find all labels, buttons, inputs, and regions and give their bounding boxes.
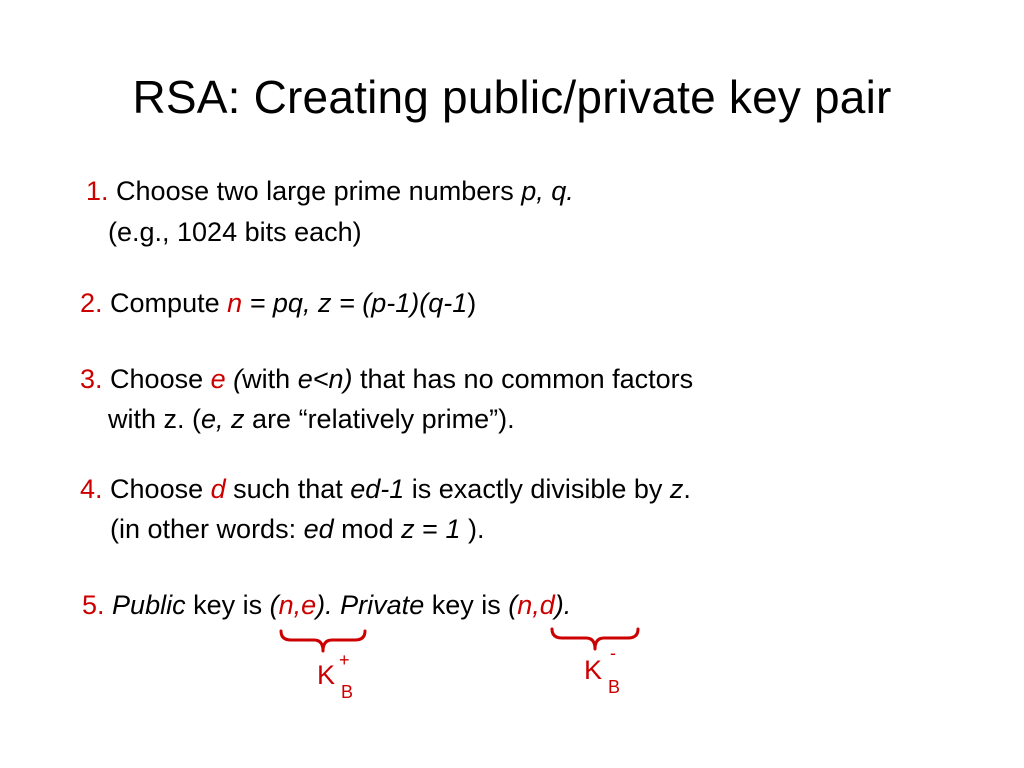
step-math: ). <box>316 590 341 620</box>
key-base: K <box>317 660 336 690</box>
step-4-line-2 <box>110 510 484 548</box>
step-text: = <box>414 514 446 544</box>
key-superscript: + <box>339 650 350 670</box>
step-number: 5. <box>82 590 105 620</box>
step-text: ) <box>467 288 477 318</box>
step-math: ( <box>225 364 243 394</box>
step-math: Private <box>340 590 425 620</box>
step-math: ( <box>269 590 279 620</box>
math-n: n <box>227 288 243 318</box>
math-d: d <box>210 474 226 504</box>
step-number: 1. <box>86 176 109 206</box>
step-math: z <box>669 474 684 504</box>
math-e: e <box>210 364 226 394</box>
step-5 <box>82 586 571 624</box>
step-text: such that <box>225 474 351 504</box>
step-3 <box>80 360 693 398</box>
step-math: e, z <box>201 404 245 434</box>
step-text: key is <box>424 590 509 620</box>
step-2 <box>80 284 476 322</box>
step-math: ed-1 <box>350 474 405 504</box>
step-number: 2. <box>80 288 103 318</box>
step-math: e<n) <box>297 364 353 394</box>
step-4 <box>80 470 691 508</box>
step-text: is exactly divisible by <box>404 474 670 504</box>
public-key-pair: n,e <box>278 590 317 620</box>
step-number: 3. <box>80 364 103 394</box>
step-text: are “relatively prime”). <box>244 404 515 434</box>
step-math: p, q. <box>521 176 574 206</box>
step-1-line-2 <box>108 213 362 251</box>
slide-title: RSA: Creating public/private key pair <box>132 71 892 123</box>
step-math: 1 <box>445 514 461 544</box>
step-text: key is <box>185 590 270 620</box>
step-text: (in other words: <box>110 514 304 544</box>
step-3-line-2 <box>108 400 515 438</box>
step-math: ). <box>554 590 572 620</box>
step-text: . <box>683 474 691 504</box>
key-base: K <box>584 655 603 685</box>
step-text: with <box>242 364 298 394</box>
step-text: Choose <box>110 474 211 504</box>
step-math: Public <box>112 590 186 620</box>
key-superscript: - <box>610 643 616 663</box>
step-text: Choose two large prime numbers <box>116 176 522 206</box>
step-number: 4. <box>80 474 103 504</box>
step-text: that has no common factors <box>352 364 694 394</box>
key-subscript: B <box>341 682 354 702</box>
public-key-brace <box>278 629 368 655</box>
step-math: = pq, z = (p-1)(q-1 <box>242 288 468 318</box>
step-text: with z. ( <box>108 404 202 434</box>
step-math: ( <box>508 590 518 620</box>
step-text: Compute <box>110 288 228 318</box>
step-math: ed <box>303 514 334 544</box>
private-key-brace <box>549 627 641 653</box>
step-text: mod <box>333 514 402 544</box>
private-key-pair: n,d <box>517 590 555 620</box>
key-subscript: B <box>608 677 621 697</box>
step-text: Choose <box>110 364 211 394</box>
step-text: (e.g., 1024 bits each) <box>108 217 362 247</box>
step-1 <box>86 172 574 210</box>
step-text: ). <box>460 514 485 544</box>
step-math: z <box>401 514 415 544</box>
